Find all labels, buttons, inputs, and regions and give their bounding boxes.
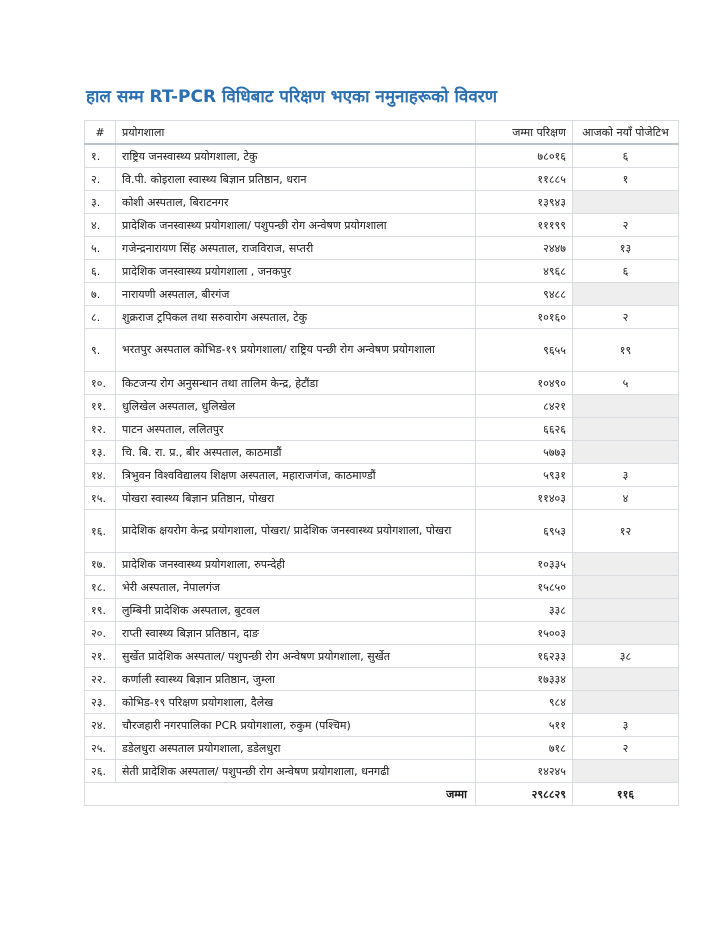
table-row: [85, 553, 679, 576]
row-lab-name: लुम्बिनी प्रादेशिक अस्पताल, बुटवल: [116, 599, 476, 622]
row-total-tests: ७१८: [476, 737, 573, 760]
row-new-positive: ४: [573, 487, 679, 510]
table-row: [85, 464, 679, 487]
row-new-positive: ३: [573, 464, 679, 487]
row-lab-name: वि.पी. कोइराला स्वास्थ्य बिज्ञान प्रतिष्ठान, धरान: [116, 168, 476, 191]
row-new-positive: ३८: [573, 645, 679, 668]
table-row: [85, 306, 679, 329]
row-num: २५.: [85, 737, 116, 760]
row-total-tests: १५००३: [476, 622, 573, 645]
row-lab-name: गजेन्द्रनारायण सिंह अस्पताल, राजविराज, सप्तरी: [116, 237, 476, 260]
total-positive: ११६: [573, 783, 679, 806]
table-row: [85, 668, 679, 691]
header-lab: प्रयोगशाला: [116, 121, 476, 145]
table-row: [85, 510, 679, 553]
table-row: [85, 283, 679, 306]
row-total-tests: ९८४: [476, 691, 573, 714]
header-positive: आजको नयाँ पोजेटिभ: [573, 121, 679, 145]
table-row: [85, 329, 679, 372]
row-new-positive: २: [573, 737, 679, 760]
row-lab-name: भरतपुर अस्पताल कोभिड-१९ प्रयोगशाला/ राष्ट्रिय पन्छी रोग अन्वेषण प्रयोगशाला: [116, 329, 476, 372]
row-new-positive: १३: [573, 237, 679, 260]
row-lab-name: राष्ट्रिय जनस्वास्थ्य प्रयोगशाला, टेकु: [116, 144, 476, 168]
row-total-tests: १७३३४: [476, 668, 573, 691]
row-total-tests: १०१६०: [476, 306, 573, 329]
row-lab-name: कर्णाली स्वास्थ्य बिज्ञान प्रतिष्ठान, जुम्ला: [116, 668, 476, 691]
row-new-positive: [573, 760, 679, 783]
row-total-tests: १४२४५: [476, 760, 573, 783]
table-row: [85, 714, 679, 737]
row-lab-name: भेरी अस्पताल, नेपालगंज: [116, 576, 476, 599]
row-total-tests: ५९३१: [476, 464, 573, 487]
row-new-positive: १: [573, 168, 679, 191]
header-total: जम्मा परिक्षण: [476, 121, 573, 145]
row-total-tests: २४४७: [476, 237, 573, 260]
row-num: २०.: [85, 622, 116, 645]
table-row: [85, 372, 679, 395]
row-lab-name: प्रादेशिक जनस्वास्थ्य प्रयोगशाला/ पशुपन्छी रोग अन्वेषण प्रयोगशाला: [116, 214, 476, 237]
row-num: ९.: [85, 329, 116, 372]
row-total-tests: ३३८: [476, 599, 573, 622]
row-new-positive: [573, 691, 679, 714]
row-new-positive: ६: [573, 144, 679, 168]
row-num: १६.: [85, 510, 116, 553]
row-lab-name: धुलिखेल अस्पताल, धुलिखेल: [116, 395, 476, 418]
row-num: २३.: [85, 691, 116, 714]
row-new-positive: २: [573, 214, 679, 237]
row-lab-name: पोखरा स्वास्थ्य बिज्ञान प्रतिष्ठान, पोखरा: [116, 487, 476, 510]
row-lab-name: शुक्रराज ट्रपिकल तथा सरुवारोग अस्पताल, टेकु: [116, 306, 476, 329]
row-num: १९.: [85, 599, 116, 622]
row-lab-name: नारायणी अस्पताल, बीरगंज: [116, 283, 476, 306]
table-row: [85, 691, 679, 714]
row-num: २२.: [85, 668, 116, 691]
table-row: [85, 576, 679, 599]
table-row: [85, 237, 679, 260]
row-new-positive: [573, 283, 679, 306]
row-num: २१.: [85, 645, 116, 668]
row-num: ११.: [85, 395, 116, 418]
row-new-positive: [573, 622, 679, 645]
row-new-positive: [573, 418, 679, 441]
row-new-positive: [573, 668, 679, 691]
table-row: [85, 395, 679, 418]
row-num: १०.: [85, 372, 116, 395]
header-num: #: [85, 121, 116, 145]
row-new-positive: [573, 599, 679, 622]
row-lab-name: प्रादेशिक जनस्वास्थ्य प्रयोगशाला , जनकपुर: [116, 260, 476, 283]
row-lab-name: त्रिभुवन विश्वविद्यालय शिक्षण अस्पताल, महाराजगंज, काठमाण्डौं: [116, 464, 476, 487]
table-row: [85, 260, 679, 283]
row-total-tests: १५८५०: [476, 576, 573, 599]
row-new-positive: [573, 395, 679, 418]
row-lab-name: प्रादेशिक क्षयरोग केन्द्र प्रयोगशाला, पोखरा/ प्रादेशिक जनस्वास्थ्य प्रयोगशाला, पोखरा: [116, 510, 476, 553]
row-num: १४.: [85, 464, 116, 487]
row-total-tests: ५११: [476, 714, 573, 737]
row-num: १३.: [85, 441, 116, 464]
row-total-tests: ११४०३: [476, 487, 573, 510]
row-total-tests: १०३३५: [476, 553, 573, 576]
row-total-tests: ७८०१६: [476, 144, 573, 168]
table-row: [85, 760, 679, 783]
row-total-tests: १०४९०: [476, 372, 573, 395]
row-total-tests: १३९४३: [476, 191, 573, 214]
row-new-positive: [573, 191, 679, 214]
row-num: २.: [85, 168, 116, 191]
row-num: ५.: [85, 237, 116, 260]
total-label: जम्मा: [85, 783, 476, 806]
row-lab-name: किटजन्य रोग अनुसन्धान तथा तालिम केन्द्र, हेटौंडा: [116, 372, 476, 395]
total-tests: २९८८२९: [476, 783, 573, 806]
row-total-tests: ५७७३: [476, 441, 573, 464]
lab-test-table: [84, 120, 679, 806]
table-row: [85, 418, 679, 441]
row-total-tests: ११८८५: [476, 168, 573, 191]
row-num: १५.: [85, 487, 116, 510]
row-lab-name: सुर्खेत प्रादेशिक अस्पताल/ पशुपन्छी रोग अन्वेषण प्रयोगशाला, सुर्खेत: [116, 645, 476, 668]
row-lab-name: राप्ती स्वास्थ्य बिज्ञान प्रतिष्ठान, दाङ: [116, 622, 476, 645]
row-new-positive: [573, 553, 679, 576]
row-num: ६.: [85, 260, 116, 283]
table-row: [85, 487, 679, 510]
table-row: [85, 645, 679, 668]
row-total-tests: ८४२१: [476, 395, 573, 418]
row-num: ७.: [85, 283, 116, 306]
row-lab-name: डडेलधुरा अस्पताल प्रयोगशाला, डडेलधुरा: [116, 737, 476, 760]
row-lab-name: चि. बि. रा. प्र., बीर अस्पताल, काठमाडौं: [116, 441, 476, 464]
row-num: २४.: [85, 714, 116, 737]
row-total-tests: १६२३३: [476, 645, 573, 668]
row-num: ३.: [85, 191, 116, 214]
row-new-positive: ५: [573, 372, 679, 395]
table-row: [85, 191, 679, 214]
row-num: १२.: [85, 418, 116, 441]
row-num: २६.: [85, 760, 116, 783]
row-new-positive: [573, 576, 679, 599]
row-num: ८.: [85, 306, 116, 329]
row-total-tests: १११९९: [476, 214, 573, 237]
row-lab-name: कोशी अस्पताल, बिराटनगर: [116, 191, 476, 214]
row-lab-name: पाटन अस्पताल, ललितपुर: [116, 418, 476, 441]
row-new-positive: २: [573, 306, 679, 329]
row-num: १८.: [85, 576, 116, 599]
row-num: १७.: [85, 553, 116, 576]
row-lab-name: सेती प्रादेशिक अस्पताल/ पशुपन्छी रोग अन्वेषण प्रयोगशाला, धनगढी: [116, 760, 476, 783]
row-total-tests: ४९६८: [476, 260, 573, 283]
row-num: ४.: [85, 214, 116, 237]
row-total-tests: ९६५५: [476, 329, 573, 372]
table-total-row: [85, 783, 679, 806]
table-row: [85, 168, 679, 191]
row-lab-name: कोभिड-१९ परिक्षण प्रयोगशाला, दैलेख: [116, 691, 476, 714]
row-total-tests: ९४८८: [476, 283, 573, 306]
row-total-tests: ६६२६: [476, 418, 573, 441]
table-row: [85, 441, 679, 464]
table-header-row: [85, 121, 679, 145]
row-new-positive: १९: [573, 329, 679, 372]
row-new-positive: १२: [573, 510, 679, 553]
row-total-tests: ६९५३: [476, 510, 573, 553]
table-body: [85, 144, 679, 783]
row-new-positive: ६: [573, 260, 679, 283]
row-lab-name: चौरजहारी नगरपालिका PCR प्रयोगशाला, रुकुम (पश्चिम): [116, 714, 476, 737]
table-row: [85, 144, 679, 168]
row-lab-name: प्रादेशिक जनस्वास्थ्य प्रयोगशाला, रुपन्देही: [116, 553, 476, 576]
table-row: [85, 214, 679, 237]
row-new-positive: ३: [573, 714, 679, 737]
table-row: [85, 599, 679, 622]
table-row: [85, 622, 679, 645]
row-new-positive: [573, 441, 679, 464]
table-row: [85, 737, 679, 760]
page-title: हाल सम्म RT-PCR विधिबाट परिक्षण भएका नमुनाहरूको विवरण: [86, 87, 498, 107]
row-num: १.: [85, 144, 116, 168]
